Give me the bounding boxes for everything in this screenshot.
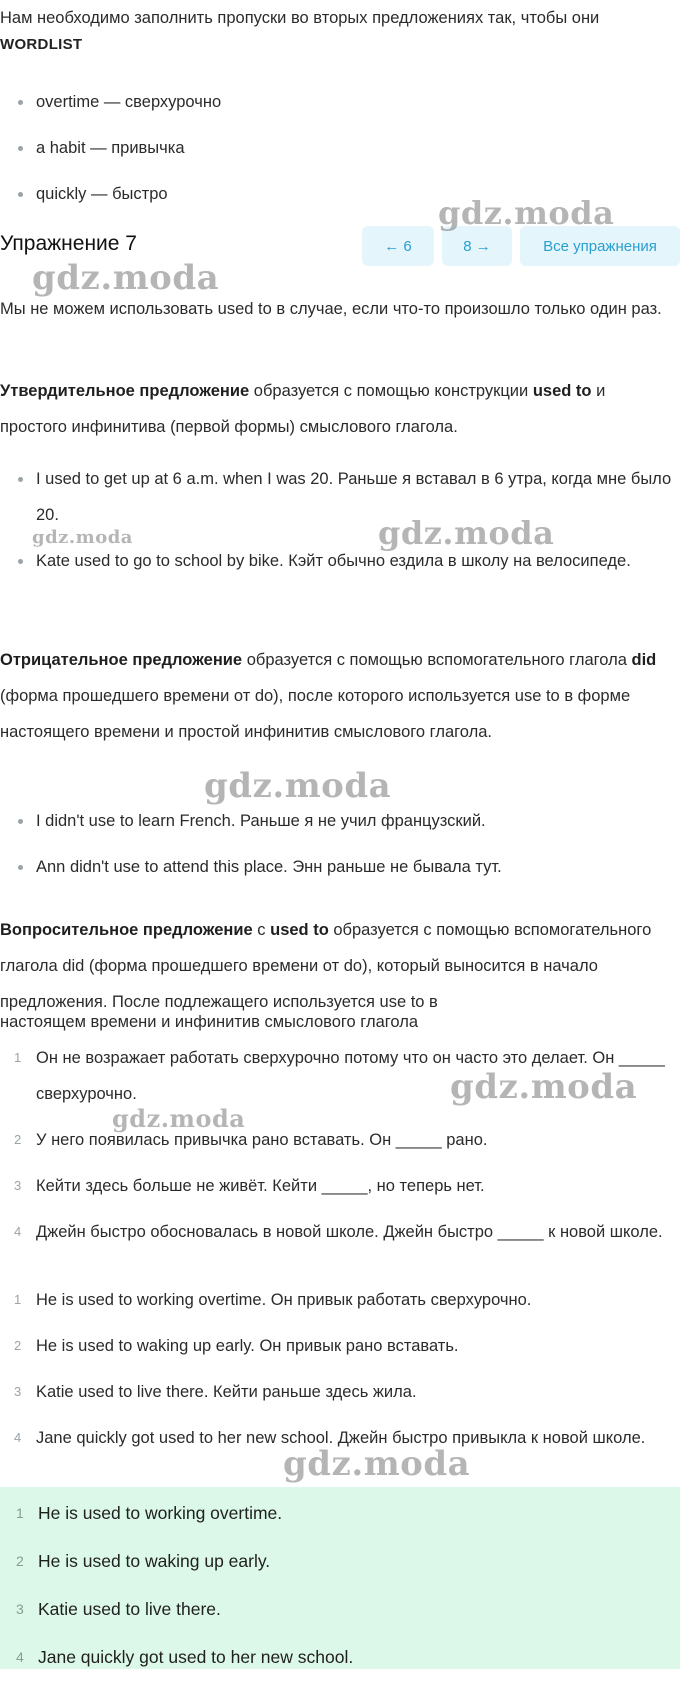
wordlist bbox=[0, 84, 676, 212]
list-item: overtime — сверхурочно bbox=[0, 84, 676, 120]
watermark: gdz.moda bbox=[438, 194, 615, 232]
watermark: gdz.moda bbox=[450, 1067, 638, 1107]
affirmative-term: Утвердительное предложение bbox=[0, 382, 250, 400]
next-exercise-button[interactable]: 8 → bbox=[442, 226, 512, 266]
list-item: I used to get up at 6 a.m. when I was 20. Раньше я вставал в 6 утра, когда мне было 20. bbox=[0, 461, 676, 533]
translation-item: 2 He is used to waking up early. Он привык рано вставать. bbox=[14, 1337, 459, 1355]
translation-item: 1 He is used to working overtime. Он привык работать сверхурочно. bbox=[14, 1291, 532, 1309]
translation-item: 4 Jane quickly got used to her new school. Джейн быстро привыкла к новой школе. bbox=[14, 1429, 646, 1447]
question-paragraph: Вопросительное предложение с used to образуется с помощью вспомогательного глагола did (форма прошедшего времени от do), который выносится в начало предложения. После подлежащего используется use to в bbox=[0, 921, 652, 1011]
list-item: quickly — быстро bbox=[0, 176, 676, 212]
task-item: 2 У него появилась привычка рано вставать. Он _____ рано. bbox=[14, 1131, 488, 1149]
answer-list bbox=[0, 1487, 680, 1681]
answer-item: 2 He is used to waking up early. bbox=[16, 1551, 271, 1571]
task-item: 3 Кейти здесь больше не живёт. Кейти _____, но теперь нет. bbox=[14, 1177, 485, 1195]
all-exercises-button[interactable]: Все упражнения bbox=[520, 226, 680, 266]
watermark: gdz.moda bbox=[204, 766, 392, 806]
list-item: Ann didn't use to attend this place. Энн раньше не бывала тут. bbox=[0, 849, 676, 885]
task-item: 4 Джейн быстро обосновалась в новой школе. Джейн быстро _____ к новой школе. bbox=[14, 1223, 663, 1241]
list-item: Kate used to go to school by bike. Кэйт обычно ездила в школу на велосипеде. bbox=[0, 543, 676, 579]
watermark: gdz.moda bbox=[32, 258, 220, 298]
theory-paragraph: Мы не можем использовать used to в случае, если что-то произошло только один раз. bbox=[0, 300, 662, 318]
list-item: I didn't use to learn French. Раньше я не учил французский. bbox=[0, 803, 676, 839]
negative-examples bbox=[0, 803, 676, 885]
answer-item: 1 He is used to working overtime. bbox=[16, 1503, 283, 1523]
question-term: Вопросительное предложение bbox=[0, 921, 253, 939]
prev-exercise-button[interactable]: ← 6 bbox=[362, 226, 434, 266]
affirmative-paragraph: Утвердительное предложение образуется с помощью конструкции used to и простого инфинитива (первой формы) смыслового глагола. bbox=[0, 382, 606, 436]
affirmative-examples bbox=[0, 461, 676, 579]
watermark: gdz.moda bbox=[378, 514, 555, 552]
wordlist-heading: WORDLIST bbox=[0, 36, 83, 53]
exercise-title: Упражнение 7 bbox=[0, 232, 137, 255]
translation-list bbox=[0, 1282, 676, 1456]
translation-item: 3 Katie used to live there. Кейти раньше здесь жила. bbox=[14, 1383, 417, 1401]
answer-item: 3 Katie used to live there. bbox=[16, 1599, 221, 1619]
answer-item: 4 Jane quickly got used to her new school. bbox=[16, 1647, 354, 1667]
watermark: gdz.moda bbox=[283, 1444, 471, 1484]
clipped-line: настоящем времени и инфинитив смыслового глагола bbox=[0, 1013, 419, 1031]
answer-block bbox=[0, 1487, 680, 1669]
list-item: a habit — привычка bbox=[0, 130, 676, 166]
negative-paragraph: Отрицательное предложение образуется с помощью вспомогательного глагола did (форма прошедшего времени от do), после которого используется use to в форме настоящего времени и простой инфинитив смыслового глагола. bbox=[0, 651, 657, 741]
intro-text: Нам необходимо заполнить пропуски во вторых предложениях так, чтобы они bbox=[0, 9, 600, 27]
task-item: 1 Он не возражает работать сверхурочно потому что он часто это делает. Он _____ сверхурочно. bbox=[14, 1049, 665, 1103]
watermark: gdz.moda bbox=[32, 527, 133, 548]
watermark: gdz.moda bbox=[112, 1104, 246, 1133]
negative-term: Отрицательное предложение bbox=[0, 651, 243, 669]
